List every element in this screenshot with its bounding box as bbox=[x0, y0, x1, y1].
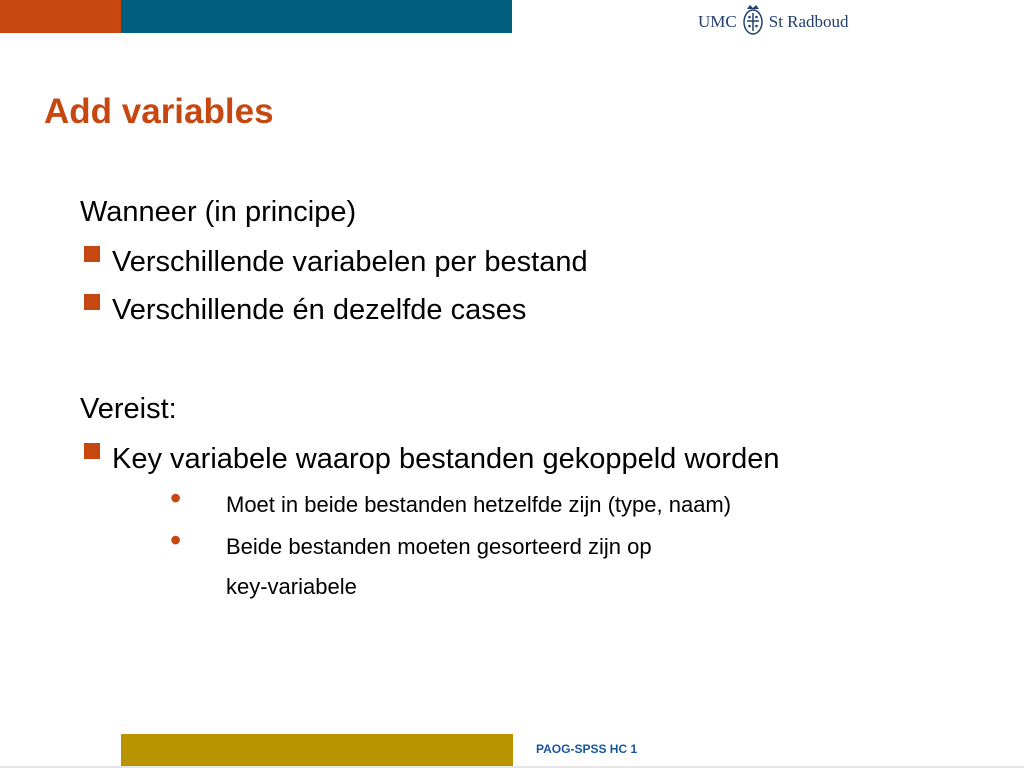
bullet-item: Key variabele waarop bestanden gekoppeld worden bbox=[112, 443, 780, 475]
crest-icon bbox=[741, 3, 765, 42]
header-bar-red bbox=[0, 0, 121, 33]
bullet-square-icon bbox=[84, 443, 100, 459]
logo-text-umc: UMC bbox=[698, 12, 737, 31]
umc-logo bbox=[698, 4, 849, 40]
bullet-item: Verschillende én dezelfde cases bbox=[112, 294, 527, 326]
logo-text-st-radboud: St Radboud bbox=[768, 12, 849, 31]
bullet-square-icon bbox=[84, 246, 100, 262]
bullet-square-icon bbox=[84, 294, 100, 310]
sub-bullet-item: Moet in beide bestanden hetzelfde zijn (type, naam) bbox=[226, 492, 732, 517]
bullet-item: Verschillende variabelen per bestand bbox=[112, 246, 588, 278]
sub-bullet-continuation: key-variabele bbox=[226, 574, 357, 599]
bullet-dot-icon: • bbox=[170, 522, 182, 558]
bullet-dot-icon: • bbox=[170, 480, 182, 516]
footer-text: PAOG-SPSS HC 1 bbox=[536, 742, 638, 756]
section2-heading: Vereist: bbox=[80, 393, 177, 425]
header-bar-teal bbox=[121, 0, 512, 33]
slide-title: Add variables bbox=[44, 92, 274, 131]
section1-heading: Wanneer (in principe) bbox=[80, 196, 357, 228]
sub-bullet-item: Beide bestanden moeten gesorteerd zijn op bbox=[226, 534, 652, 559]
footer-bar-gold bbox=[121, 734, 513, 768]
